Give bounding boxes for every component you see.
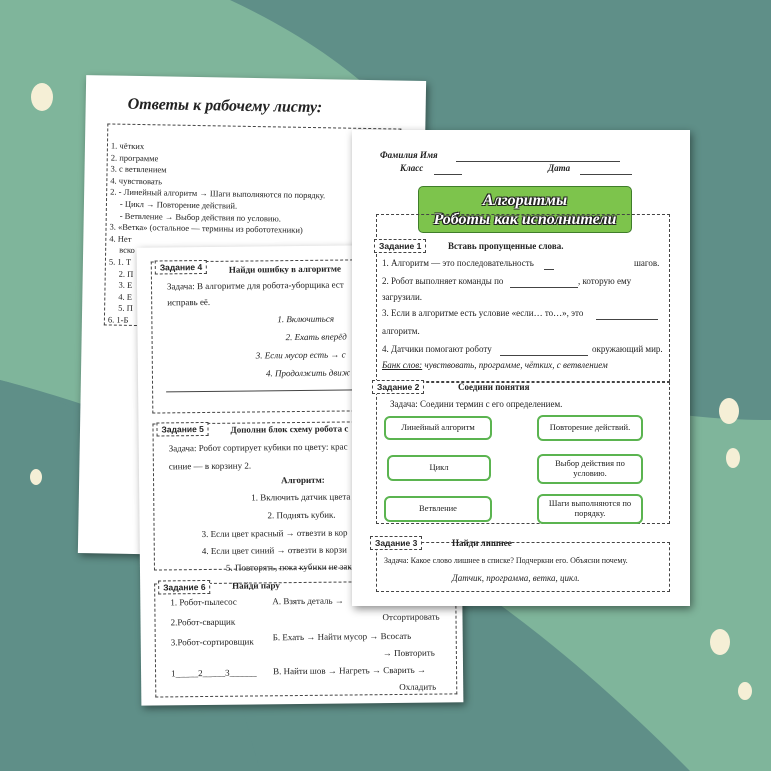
task5-text2: синие — в корзину 2. xyxy=(168,460,252,472)
task5-title: Дополни блок схему робота с xyxy=(230,423,349,435)
answer-line: 2. П xyxy=(118,268,134,279)
task2-tag: Задание 2 xyxy=(372,380,424,394)
answer-line: 5. 1. Т xyxy=(108,256,132,267)
banner-line-1: Алгоритмы xyxy=(482,192,568,209)
task6-right-item: → Повторить xyxy=(382,647,435,659)
task4-title: Найди ошибку в алгоритме xyxy=(228,263,342,275)
answer-line: 1. чётких xyxy=(110,140,145,152)
definition-box[interactable]: Выбор действия по условию. xyxy=(537,454,643,484)
word-bank-label: Банк слов: xyxy=(382,360,423,370)
answer-line: 2. программе xyxy=(110,152,159,163)
term-box[interactable]: Линейный алгоритм xyxy=(384,416,492,440)
task4-step: 2. Ехать вперёд xyxy=(285,331,347,343)
name-line xyxy=(456,161,620,162)
task5-tag: Задание 5 xyxy=(156,422,209,437)
task3-title: Найди лишнее xyxy=(452,538,512,548)
answer-line: 3. с ветвлением xyxy=(110,163,167,175)
answer-line: 4. Нет xyxy=(109,233,132,244)
task4-text: Задача: В алгоритме для робота-уборщика ест xyxy=(166,279,344,292)
word-bank-words: чувствовать, программе, чётких, с ветвлением xyxy=(424,360,608,370)
task6-right-item: А. Взять деталь → xyxy=(272,595,344,607)
blank xyxy=(510,287,578,288)
answer-line: вско xyxy=(119,245,135,256)
task5-text: Задача: Робот сортирует кубики по цвету: крас xyxy=(168,441,348,454)
answer-line: 4. Е xyxy=(118,291,133,302)
task2-text: Задача: Соедини термин с его определением. xyxy=(390,399,563,409)
date-line xyxy=(580,174,632,175)
task2-title: Соедини понятия xyxy=(458,382,530,392)
task6-left-item: 2.Робот-сварщик xyxy=(170,616,236,628)
task1-tag: Задание 1 xyxy=(374,239,426,253)
task5-alg-title: Алгоритм: xyxy=(281,474,325,486)
answer-line: - Цикл → Повторение действий. xyxy=(119,198,238,211)
task5-step: 2. Поднять кубик. xyxy=(267,509,336,521)
task1-line: загрузили. xyxy=(382,292,423,302)
task6-tag: Задание 6 xyxy=(158,580,211,595)
task3-tag: Задание 3 xyxy=(370,536,422,550)
task5-step: 1. Включить датчик цвета xyxy=(251,491,351,503)
blank xyxy=(500,355,588,356)
word-bank xyxy=(382,360,608,370)
blank xyxy=(596,319,658,320)
worksheet-main xyxy=(352,130,690,606)
task3-text: Задача: Какое слово лишнее в списке? Подчеркни его. Объясни почему. xyxy=(384,556,628,565)
task1-line: 3. Если в алгоритме есть условие «если… то…», это xyxy=(382,308,584,318)
task6-right-item: Отсортировать xyxy=(382,611,440,623)
task4-tag: Задание 4 xyxy=(155,260,208,275)
answer-line: - Ветвление → Выбор действия по условию. xyxy=(119,210,282,224)
task1-line: шагов. xyxy=(634,258,660,268)
task6-answer-line: 1_____2_____3______ xyxy=(171,667,257,679)
task1-line: 2. Робот выполняет команды по xyxy=(382,276,504,286)
task1-line: , которую ему xyxy=(578,276,632,286)
task4-text2: исправь её. xyxy=(167,296,211,308)
task6-left-item: 1. Робот-пылесос xyxy=(170,596,237,608)
task6-left-item: 3.Робот-сортировщик xyxy=(170,636,254,648)
task6-right-item: Охладить xyxy=(399,681,437,692)
class-line xyxy=(434,174,462,175)
task6-title: Найди пару xyxy=(232,580,280,591)
answer-line: 3. Е xyxy=(118,279,133,291)
answers-title: Ответы к рабочему листу: xyxy=(127,95,323,117)
name-label: Фамилия Имя xyxy=(380,150,438,160)
task5-step: 4. Если цвет синий → отвезти в корзи xyxy=(201,544,347,557)
task3-words: Датчик, программа, ветка, цикл. xyxy=(452,573,580,583)
answer-line: 3. «Ветка» (остальное — термины из робототехники) xyxy=(109,221,303,236)
answer-line: 6. 1-Б xyxy=(107,314,129,325)
answer-line: 4. чувствовать xyxy=(110,175,163,187)
term-box[interactable]: Ветвление xyxy=(384,496,492,522)
task1-line: 1. Алгоритм — это последовательность xyxy=(382,258,534,268)
task6-right-item: В. Найти шов → Нагреть → Сварить → xyxy=(273,664,427,677)
date-label: Дата xyxy=(548,163,571,173)
class-label: Класс xyxy=(400,163,424,173)
answer-line: 2. - Линейный алгоритм → Шаги выполняются по порядку. xyxy=(110,186,326,201)
task1-line: окружающий мир. xyxy=(592,344,663,354)
task6-right-item: Б. Ехать → Найти мусор → Всосать xyxy=(272,630,412,643)
task1-title: Вставь пропущенные слова. xyxy=(448,241,564,251)
term-box[interactable]: Цикл xyxy=(387,455,491,481)
answer-line: 5. П xyxy=(118,302,133,314)
task4-step: 3. Если мусор есть → с xyxy=(255,349,346,361)
task4-step: 4. Продолжить движ xyxy=(265,367,351,379)
banner-line-2: Роботы как исполнители xyxy=(433,211,617,228)
definition-box[interactable]: Повторение действий. xyxy=(537,415,643,441)
task5-step: 5. Повторять, пока кубики не зак xyxy=(225,561,352,573)
task5-step: 3. Если цвет красный → отвезти в кор xyxy=(201,527,348,540)
blank xyxy=(544,269,554,270)
definition-box[interactable]: Шаги выполняются по порядку. xyxy=(537,494,643,524)
task4-step: 1. Включиться xyxy=(277,313,335,325)
task1-line: алгоритм. xyxy=(382,326,420,336)
task1-line: 4. Датчики помогают роботу xyxy=(382,344,492,354)
